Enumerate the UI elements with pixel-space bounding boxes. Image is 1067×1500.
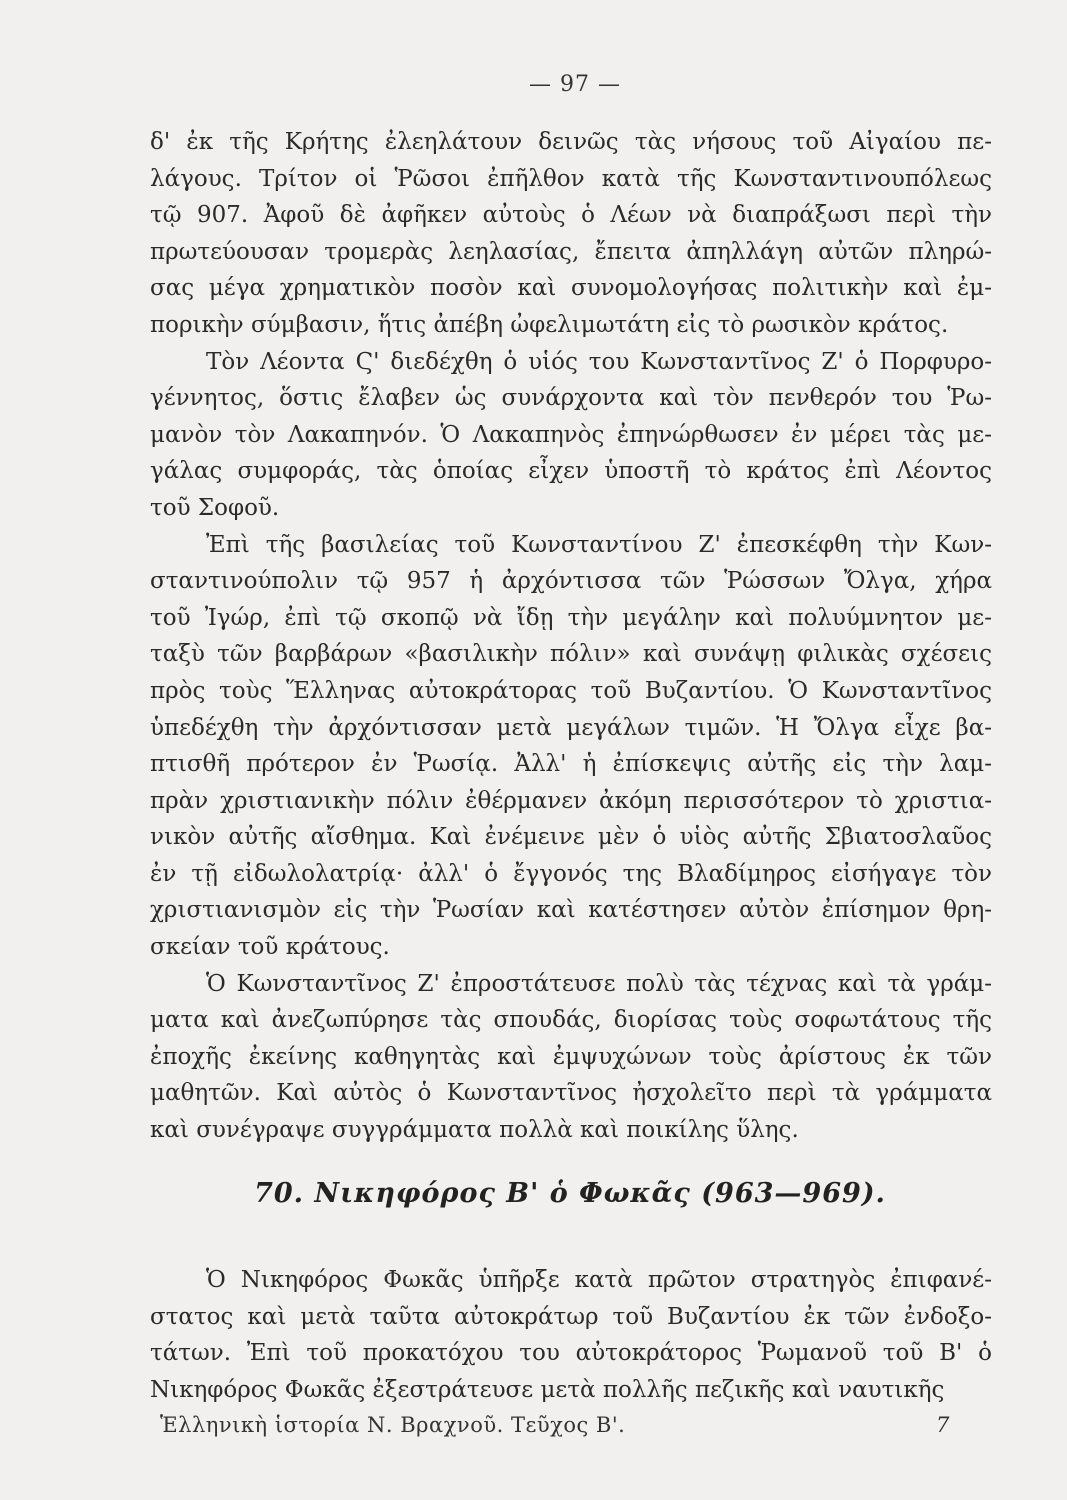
paragraph xyxy=(150,124,992,344)
text-line: μανὸν τὸν Λακαπηνόν. Ὁ Λακαπηνὸς ἐπηνώρθωσεν ἐν μέρει τὰς με- xyxy=(150,421,992,448)
paragraph xyxy=(150,1262,992,1408)
text-line: σταντινούπολιν τῷ 957 ἡ ἀρχόντισσα τῶν Ῥώσσων Ὄλγα, χήρα xyxy=(150,568,992,595)
text-line: λάγους. Τρίτον οἱ Ῥῶσοι ἐπῆλθον κατὰ τῆς Κωνσταντινουπόλεως xyxy=(150,165,992,192)
text-line: μαθητῶν. Καὶ αὐτὸς ὁ Κωνσταντῖνος ἠσχολεῖτο περὶ τὰ γράμματα xyxy=(150,1080,992,1107)
text-line: ὑπεδέχθη τὴν ἀρχόντισσαν μετὰ μεγάλων τιμῶν. Ἡ Ὄλγα εἶχε βα- xyxy=(150,714,992,741)
text-line: πρωτεύουσαν τρομερὰς λεηλασίας, ἔπειτα ἀπηλλάγη αὐτῶν πληρώ- xyxy=(150,238,992,265)
text-line: χριστιανισμὸν εἰς τὴν Ῥωσίαν καὶ κατέστησεν αὐτὸν ἐπίσημον θρη- xyxy=(150,897,992,924)
text-line: Νικηφόρος Φωκᾶς ἐξεστράτευσε μετὰ πολλῆς πεζικῆς καὶ ναυτικῆς xyxy=(150,1376,945,1403)
text-line: ἐποχῆς ἐκείνης καθηγητὰς καὶ ἐμψυχώνων τοὺς ἀρίστους ἐκ τῶν xyxy=(150,1043,992,1070)
text-line: σκείαν τοῦ κράτους. xyxy=(150,934,390,961)
text-line: πορικὴν σύμβασιν, ἥτις ἀπέβη ὠφελιμωτάτη εἰς τὸ ρωσικὸν κράτος. xyxy=(150,311,949,338)
page-number: — 97 — xyxy=(529,72,621,97)
text-line: πρὸς τοὺς Ἕλληνας αὐτοκράτορας τοῦ Βυζαντίου. Ὁ Κωνσταντῖνος xyxy=(150,677,992,704)
paragraph xyxy=(150,966,992,1149)
text-line: σας μέγα χρηματικὸν ποσὸν καὶ συνομολογήσας πολιτικὴν καὶ ἐμ- xyxy=(150,275,992,302)
text-line: τοῦ Σοφοῦ. xyxy=(150,494,280,521)
text-line: στατος καὶ μετὰ ταῦτα αὐτοκράτωρ τοῦ Βυζαντίου ἐκ τῶν ἐνδοξο- xyxy=(150,1303,992,1330)
footer-book-title: Ἑλληνικὴ ἱστορία Ν. Βραχνοῦ. Τεῦχος Β'. xyxy=(160,1413,626,1437)
text-line: ἐν τῇ εἰδωλολατρίᾳ· ἀλλ' ὁ ἔγγονός της Βλαδίμηρος εἰσήγαγε τὸν xyxy=(150,860,992,887)
section-heading: 70. Νικηφόρος Β' ὁ Φωκᾶς (963—969). xyxy=(254,1178,886,1209)
text-line: ταξὺ τῶν βαρβάρων «βασιλικὴν πόλιν» καὶ συνάψῃ φιλικὰς σχέσεις xyxy=(150,641,992,668)
text-line: γέννητος, ὅστις ἔλαβεν ὡς συνάρχοντα καὶ τὸν πενθερόν του Ῥω- xyxy=(150,385,992,412)
paragraph xyxy=(150,344,992,527)
text-line: τῷ 907. Ἀφοῦ δὲ ἀφῆκεν αὐτοὺς ὁ Λέων νὰ διαπράξωσι περὶ τὴν xyxy=(150,202,992,229)
page-footer xyxy=(150,1407,992,1443)
body-text-top xyxy=(150,124,992,1149)
text-line: πρὰν χριστιανικὴν πόλιν ἐθέρμανεν ἀκόμη περισσότερον τὸ χριστια- xyxy=(150,787,992,814)
text-line: καὶ συνέγραψε συγγράμματα πολλὰ καὶ ποικίλης ὕλης. xyxy=(150,1117,799,1144)
text-line: Ἐπὶ τῆς βασιλείας τοῦ Κωνσταντίνου Ζ' ἐπεσκέφθη τὴν Κων- xyxy=(206,531,992,558)
text-line: Ὁ Κωνσταντῖνος Ζ' ἐπροστάτευσε πολὺ τὰς τέχνας καὶ τὰ γράμ- xyxy=(206,970,992,997)
text-line: τάτων. Ἐπὶ τοῦ προκατόχου του αὐτοκράτορος Ῥωμανοῦ τοῦ Β' ὁ xyxy=(150,1340,992,1367)
text-line: γάλας συμφοράς, τὰς ὁποίας εἶχεν ὑποστῆ τὸ κράτος ἐπὶ Λέοντος xyxy=(150,458,992,485)
text-line: Ὁ Νικηφόρος Φωκᾶς ὑπῆρξε κατὰ πρῶτον στρατηγὸς ἐπιφανέ- xyxy=(206,1267,992,1293)
text-line: τοῦ Ἰγώρ, ἐπὶ τῷ σκοπῷ νὰ ἴδῃ τὴν μεγάλην καὶ πολυύμνητον με- xyxy=(150,604,992,631)
text-line: πτισθῆ πρότερον ἐν Ῥωσίᾳ. Ἀλλ' ἡ ἐπίσκεψις αὐτῆς εἰς τὴν λαμ- xyxy=(150,751,992,778)
body-text-bottom xyxy=(150,1262,992,1408)
text-line: ματα καὶ ἀνεζωπύρησε τὰς σπουδάς, διορίσας τοὺς σοφωτάτους τῆς xyxy=(150,1007,992,1034)
paragraph xyxy=(150,527,992,966)
text-line: νικὸν αὐτῆς αἴσθημα. Καὶ ἐνέμεινε μὲν ὁ υἱὸς αὐτῆς Σβιατοσλαῦος xyxy=(150,824,992,851)
text-line: Τὸν Λέοντα Ϛ' διεδέχθη ὁ υἱός του Κωνσταντῖνος Ζ' ὁ Πορφυρο- xyxy=(206,348,992,375)
text-line: δ' ἐκ τῆς Κρήτης ἐλεηλάτουν δεινῶς τὰς νήσους τοῦ Αἰγαίου πε- xyxy=(150,129,992,155)
footer-signature-mark: 7 xyxy=(936,1413,950,1437)
